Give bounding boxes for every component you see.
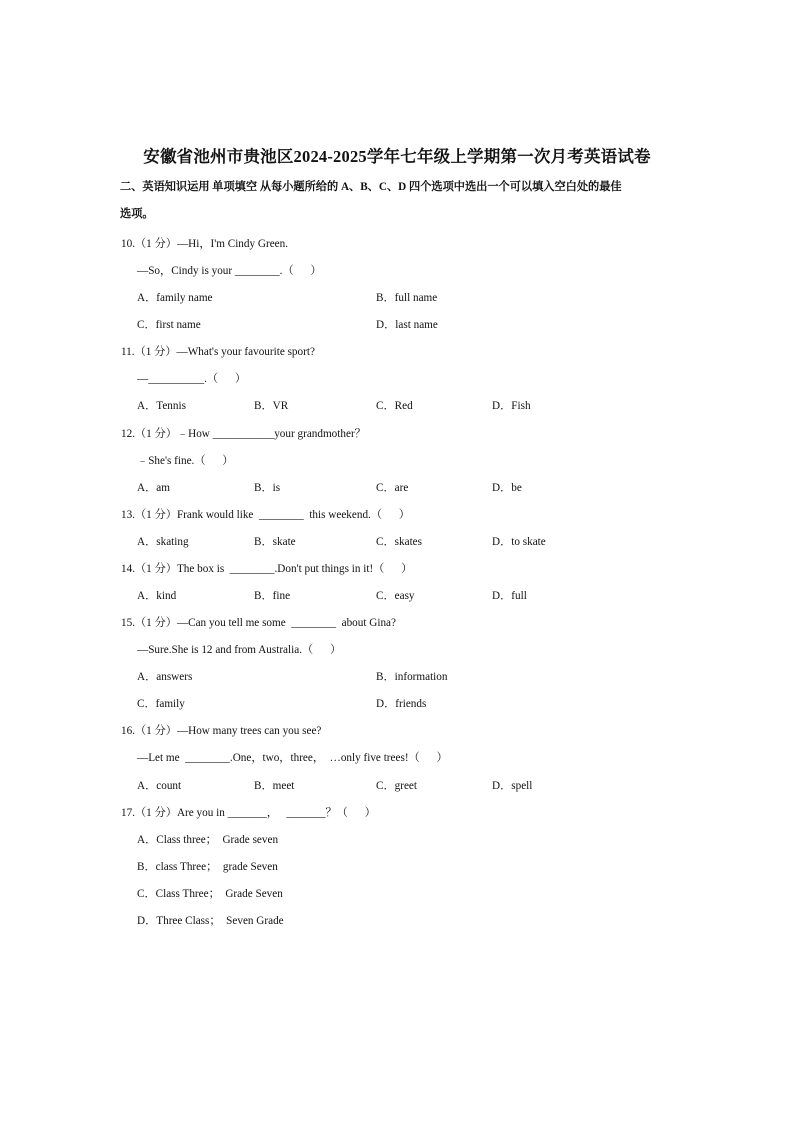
question-15-option-a: A．answers (137, 671, 193, 683)
question-12-option-c: C．are (376, 482, 409, 494)
question-12-option-a: A．am (137, 482, 170, 494)
question-11-option-c: C．Red (376, 400, 413, 412)
question-10-line-2: —So，Cindy is your ________.（ ） (137, 265, 322, 277)
section-instruction-line-2: 选项。 (120, 208, 154, 220)
question-14-option-d: D．full (492, 590, 527, 602)
section-instruction-line-1: 二、英语知识运用 单项填空 从每小题所给的 A、B、C、D 四个选项中选出一个可以填入空白处的最佳 (120, 181, 622, 193)
question-15-option-b: B．information (376, 671, 448, 683)
question-17-option-a: A．Class three； Grade seven (137, 834, 279, 846)
question-13-option-c: C．skates (376, 536, 422, 548)
question-12-option-d: D．be (492, 482, 522, 494)
question-11-stem: 11.（1 分）—What's your favourite sport? (121, 346, 315, 358)
question-15-stem: 15.（1 分）—Can you tell me some ________ about Gina? (121, 617, 396, 629)
question-16-option-a: A．count (137, 780, 182, 792)
question-16-option-c: C．greet (376, 780, 418, 792)
question-16-stem: 16.（1 分）—How many trees can you see? (121, 725, 322, 737)
question-17-stem: 17.（1 分）Are you in _______， _______？（ ） (121, 807, 376, 819)
question-10-stem: 10.（1 分）—Hi，I'm Cindy Green. (121, 238, 289, 250)
question-11-option-b: B．VR (254, 400, 289, 412)
question-14-option-c: C．easy (376, 590, 415, 602)
question-10-option-c: C．first name (137, 319, 201, 331)
question-11-option-d: D．Fish (492, 400, 531, 412)
question-13-option-d: D．to skate (492, 536, 546, 548)
question-10-option-d: D．last name (376, 319, 438, 331)
question-11-option-a: A．Tennis (137, 400, 186, 412)
question-15-option-d: D．friends (376, 698, 427, 710)
question-15-line-2: —Sure.She is 12 and from Australia.（ ） (137, 644, 342, 656)
question-12-stem: 12.（1 分）﹣How ___________your grandmother？ (121, 428, 366, 440)
question-13-option-b: B．skate (254, 536, 296, 548)
question-16-option-b: B．meet (254, 780, 295, 792)
question-13-stem: 13.（1 分）Frank would like ________ this weekend.（ ） (121, 509, 410, 521)
question-17-option-d: D．Three Class； Seven Grade (137, 915, 284, 927)
exam-title: 安徽省池州市贵池区2024-2025学年七年级上学期第一次月考英语试卷 (143, 147, 651, 166)
question-17-option-b: B．class Three； grade Seven (137, 861, 278, 873)
question-14-option-b: B．fine (254, 590, 291, 602)
question-12-line-2: ﹣She's fine.（ ） (137, 455, 234, 467)
question-10-option-a: A．family name (137, 292, 213, 304)
question-14-stem: 14.（1 分）The box is ________.Don't put things in it!（ ） (121, 563, 413, 575)
question-15-option-c: C．family (137, 698, 185, 710)
question-16-option-d: D．spell (492, 780, 533, 792)
question-13-option-a: A．skating (137, 536, 189, 548)
question-12-option-b: B．is (254, 482, 281, 494)
question-17-option-c: C．Class Three； Grade Seven (137, 888, 283, 900)
question-16-line-2: —Let me ________.One，two，three， …only five trees!（ ） (137, 752, 448, 764)
question-14-option-a: A．kind (137, 590, 177, 602)
question-10-option-b: B．full name (376, 292, 438, 304)
question-11-line-2: —__________.（ ） (137, 373, 247, 385)
